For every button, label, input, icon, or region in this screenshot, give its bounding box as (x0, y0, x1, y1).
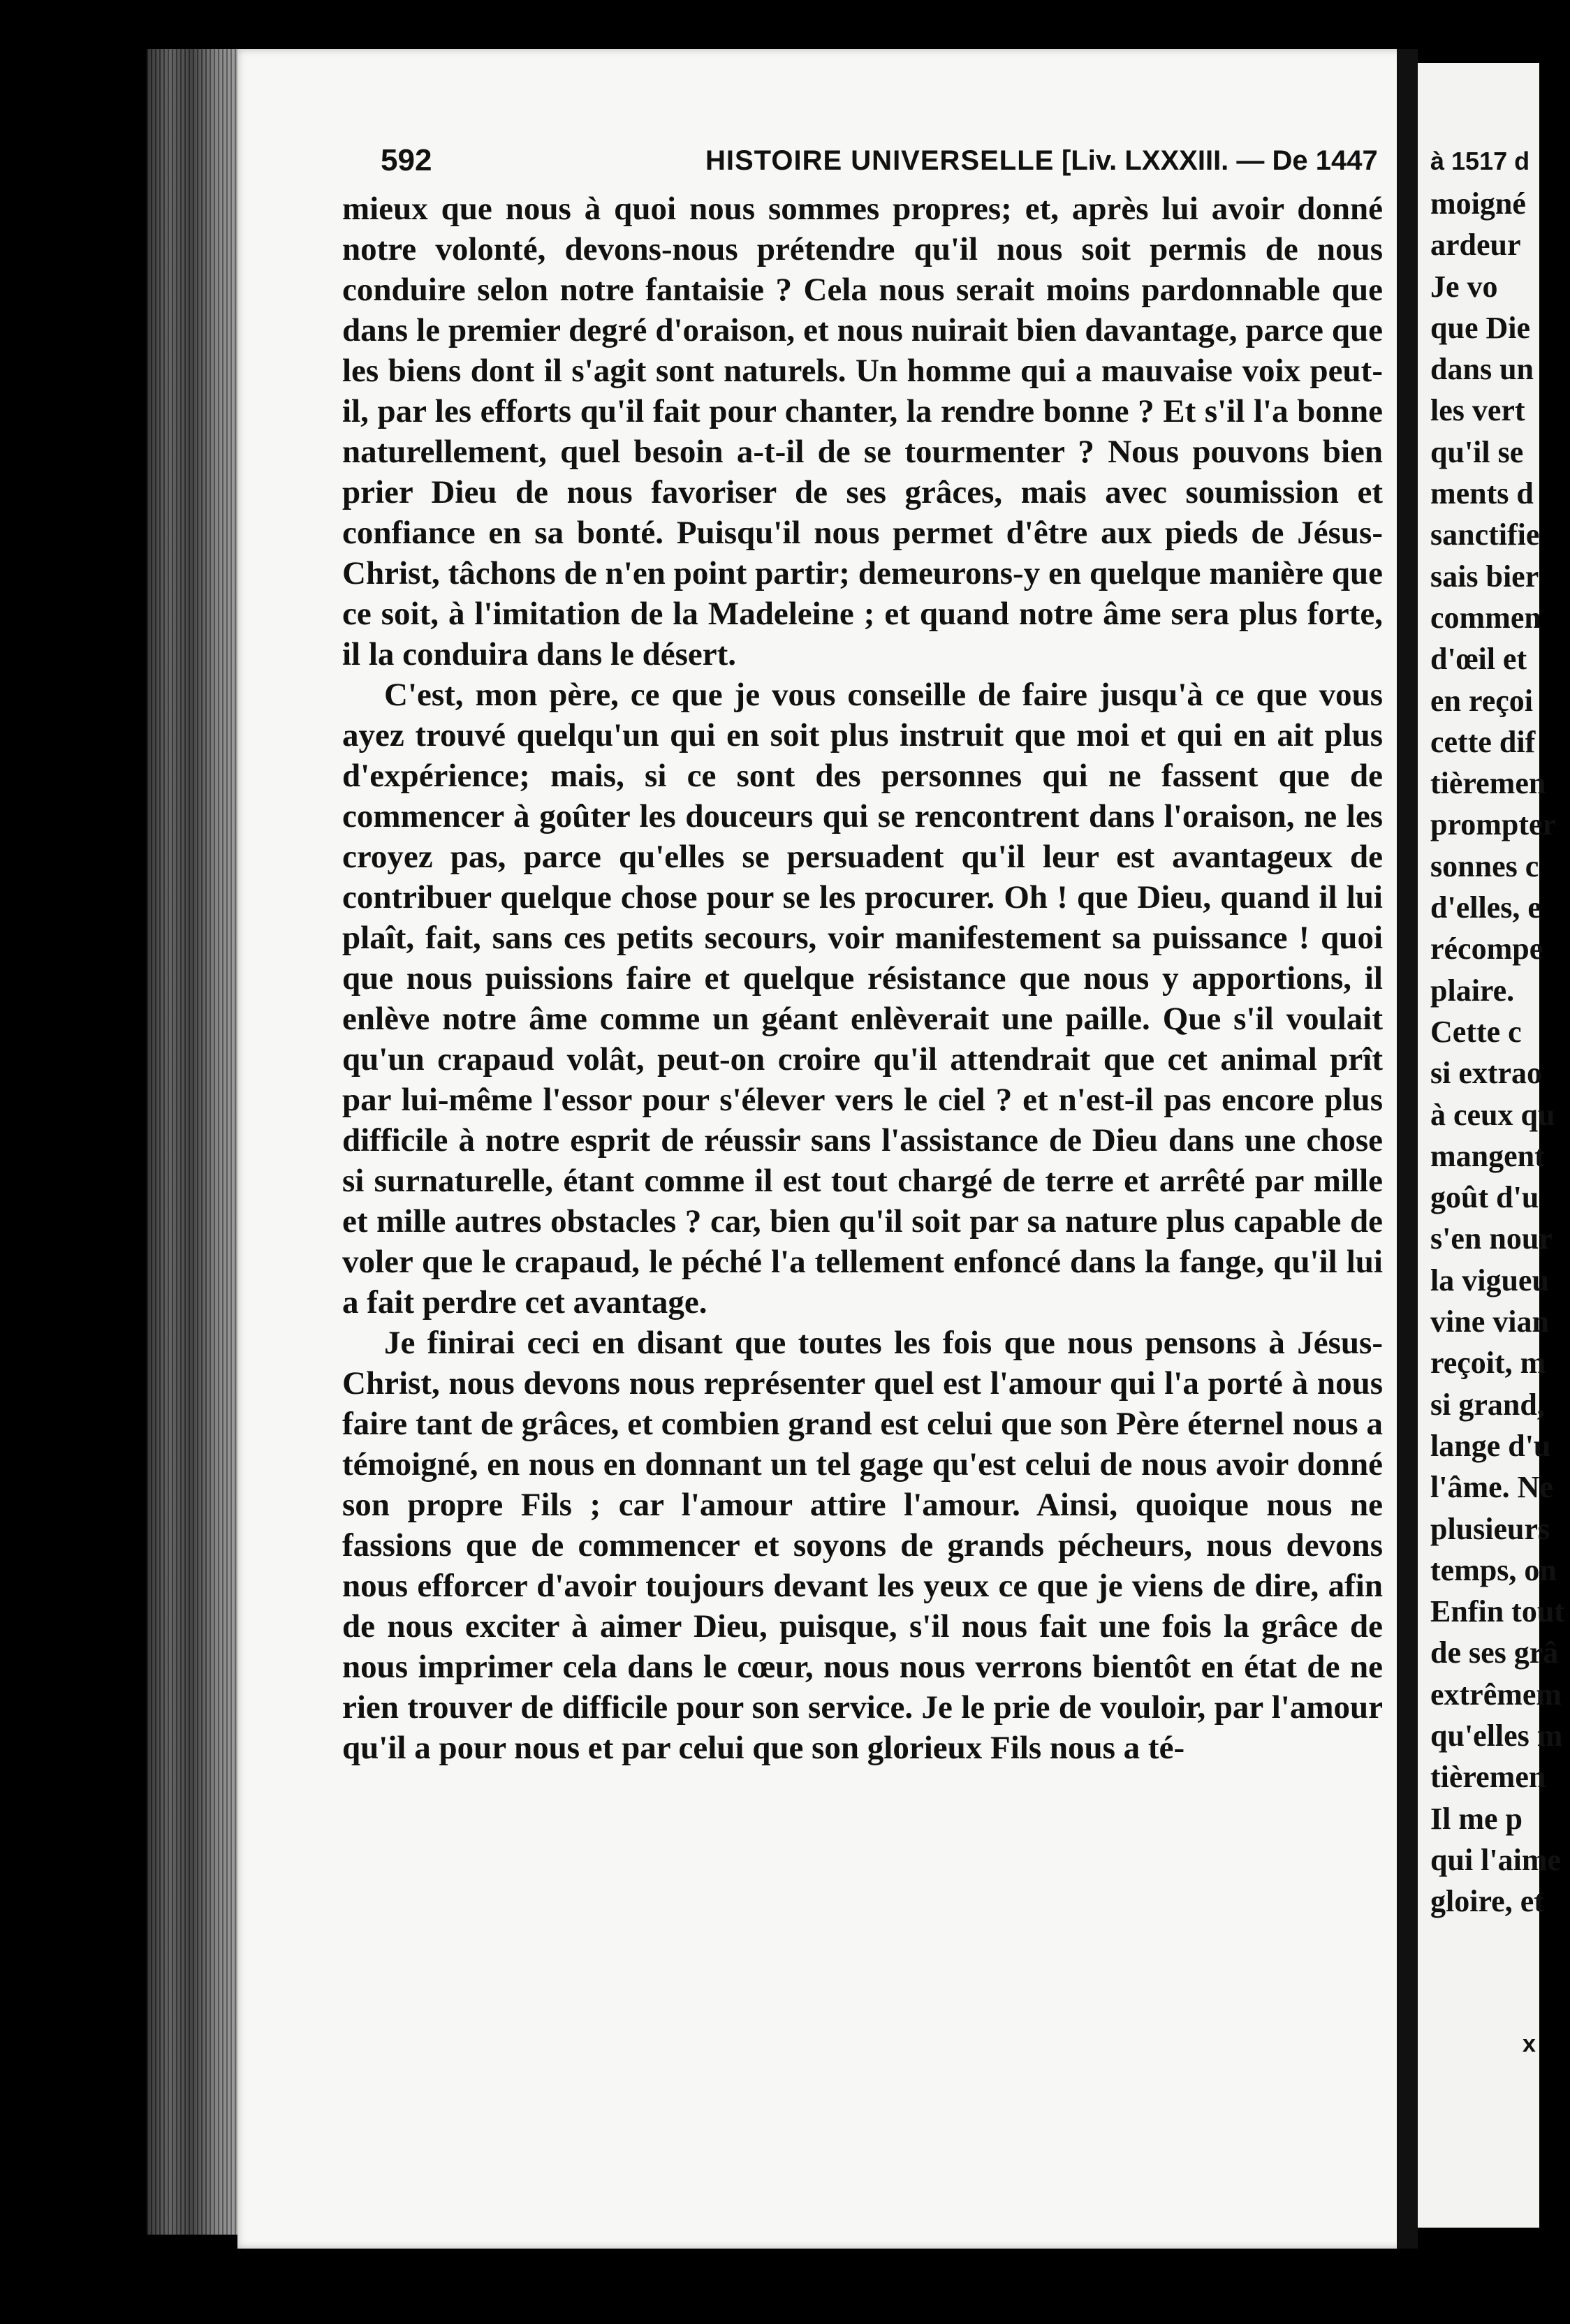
page-number: 592 (381, 143, 432, 177)
right-page-line: ardeur (1430, 228, 1521, 263)
right-page-line: à ceux qu (1430, 1097, 1555, 1132)
right-page-line: vine vian (1430, 1304, 1549, 1339)
right-page-line: si grand, (1430, 1387, 1545, 1422)
right-page-line: s'en nour (1430, 1221, 1553, 1256)
paragraph: C'est, mon père, ce que je vous conseille de faire jusqu'à ce que vous ayez trouvé quelqu'un qui en soit plus instruit que moi et qui en ait plus d'expérience; mais, si ce sont des personnes qui ne fassent que de commencer à goûter les douceurs qui se rencontrent dans l'oraison, ne les croyez pas, parce qu'elles se persuadent qu'il leur est avantageux de contribuer quelque chose pour se les procurer. Oh ! que Dieu, quand il lui plaît, fait, sans ces petits secours, voir manifestement sa puissance ! quoi que nous puissions faire et quelque résistance que nous y apportions, il enlève notre âme comme un géant enlèverait une paille. Que s'il voulait qu'un crapaud volât, peut-on croire qu'il attendrait que cet animal prît par lui-même l'essor pour s'élever vers le ciel ? et n'est-il pas encore plus difficile à notre esprit de réussir sans l'assistance de Dieu dans une chose si surnaturelle, étant comme il est tout chargé de terre et arrêté par mille et mille autres obstacles ? car, bien qu'il soit par sa nature plus capable de voler que le crapaud, le péché l'a tellement enfoncé dans la fange, qu'il lui a fait perdre cet avantage. (342, 677, 1383, 1321)
right-page-line: Il me p (1430, 1801, 1523, 1836)
page-edge-binding (147, 49, 237, 2235)
right-page-line: mangent (1430, 1138, 1545, 1173)
right-page-line: plaire. (1430, 973, 1515, 1008)
right-page-line: plusieurs (1430, 1511, 1550, 1546)
right-page-lines (1430, 183, 1570, 1922)
right-page-line: sonnes c (1430, 848, 1539, 883)
running-title: HISTOIRE UNIVERSELLE (705, 145, 1055, 176)
right-page-line: ments d (1430, 476, 1534, 511)
right-page-line: qu'il se (1430, 434, 1524, 469)
main-text (342, 189, 1383, 1768)
right-page-line: goût d'u (1430, 1180, 1539, 1215)
right-page-line: qui l'aime (1430, 1842, 1562, 1877)
right-page-line: d'elles, e (1430, 890, 1541, 925)
right-page-line: tièremen (1430, 1760, 1546, 1795)
right-page-line: si extrao (1430, 1056, 1543, 1091)
right-page-line: gloire, et (1430, 1884, 1544, 1919)
right-page-line: Cette c (1430, 1014, 1522, 1049)
running-book-range: [Liv. LXXXIII. — De 1447 (1062, 145, 1378, 176)
right-page-line: Enfin tout (1430, 1594, 1564, 1629)
right-page-line: de ses grâ (1430, 1635, 1559, 1670)
right-page-line: d'œil et (1430, 642, 1527, 677)
right-page-line: que Die (1430, 310, 1530, 345)
right-page-line: la vigueu (1430, 1263, 1549, 1297)
right-page-line: temps, on (1430, 1552, 1557, 1587)
paragraph: Je finirai ceci en disant que toutes les fois que nous pensons à Jésus-Christ, nous devons nous représenter quel est l'amour qui l'a porté à nous faire tant de grâces, et combien grand est celui que son Père éternel nous a témoigné, en nous en donnant un tel gage qu'est celui de nous avoir donné son propre Fils ; car l'amour attire l'amour. Ainsi, quoique nous ne fassions que de commencer et soyons de grands pécheurs, nous devons nous efforcer d'avoir toujours devant les yeux ce que je viens de dire, afin de nous exciter à aimer Dieu, puisque, s'il nous fait une fois la grâce de nous imprimer cela dans le cœur, nous nous verrons bientôt en état de ne rien trouver de difficile pour son service. Je le prie de vouloir, par l'amour qu'il a pour nous et par celui que son glorieux Fils nous a té- (342, 1325, 1383, 1766)
right-page-header: à 1517 d (1430, 147, 1530, 175)
paragraph: mieux que nous à quoi nous sommes propres; et, après lui avoir donné notre volonté, devons-nous prétendre qu'il nous soit permis de nous conduire selon notre fantaisie ? Cela nous serait moins pardonnable que dans le premier degré d'oraison, et nous nuirait bien davantage, parce que les biens dont il s'agit sont naturels. Un homme qui a mauvaise voix peut-il, par les efforts qu'il fait pour chanter, la rendre bonne ? Et s'il l'a bonne naturellement, quel besoin a-t-il de se tourmenter ? Nous pouvons bien prier Dieu de nous favoriser de ses grâces, mais avec soumission et confiance en sa bonté. Puisqu'il nous permet d'être aux pieds de Jésus-Christ, tâchons de n'en point partir; demeurons-y en quelque manière que ce soit, à l'imitation de la Madeleine ; et quand notre âme sera plus forte, il la conduira dans le désert. (342, 191, 1383, 672)
right-page-line: cette dif (1430, 724, 1536, 759)
right-page-line: moigné (1430, 186, 1526, 221)
right-page-line: prompter (1430, 807, 1557, 842)
right-page-line: l'âme. Ne (1430, 1470, 1553, 1505)
right-page-line: les vert (1430, 393, 1525, 428)
signature-mark: x (1523, 2031, 1536, 2057)
right-page-line: extrêmem (1430, 1677, 1562, 1712)
right-page-line: récompe (1430, 932, 1543, 966)
right-page-line: en reçoi (1430, 683, 1534, 718)
right-page-line: tièremen (1430, 766, 1546, 801)
right-page-line: reçoit, m (1430, 1346, 1546, 1381)
right-page-line: sanctifie (1430, 517, 1540, 552)
right-page-line: qu'elles m (1430, 1718, 1563, 1753)
right-page-line: Je vo (1430, 269, 1498, 304)
right-page-line: commen (1430, 600, 1541, 635)
right-page-line: sais bier (1430, 559, 1539, 594)
right-page-line: lange d'u (1430, 1428, 1551, 1463)
gutter (1397, 49, 1418, 2249)
right-page-line: dans un (1430, 352, 1534, 387)
